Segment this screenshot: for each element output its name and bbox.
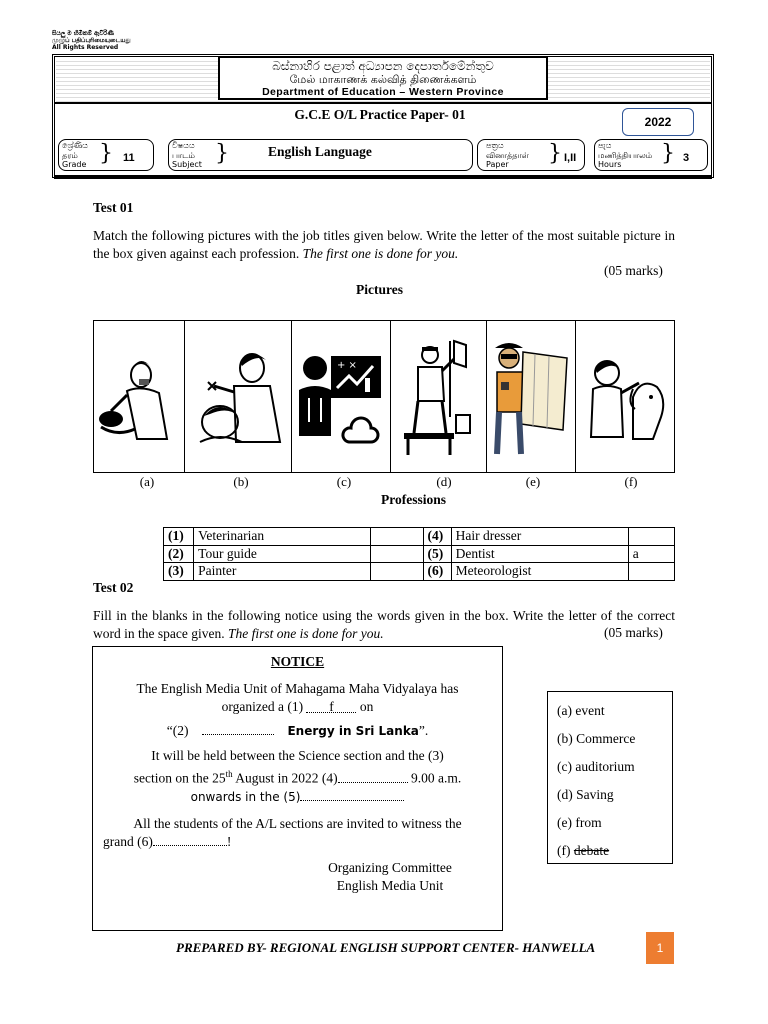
notice-line-7: All the students of the A/L sections are invited to witness the	[133, 815, 462, 831]
table-row	[164, 545, 675, 563]
test1-instruction	[93, 227, 675, 263]
test2-instruction	[93, 607, 675, 643]
department-english: Department of Education – Western Province	[262, 86, 504, 98]
word-option-used	[557, 837, 672, 865]
grade-label-si: ශ්‍රේණිය	[62, 141, 88, 150]
blank-5[interactable]	[300, 789, 404, 801]
word-option: (d) Saving	[557, 787, 614, 802]
subject-field	[168, 139, 473, 171]
notice-text: grand (6)	[103, 833, 153, 849]
rights-english: All Rights Reserved	[52, 44, 119, 51]
notice-text: ”.	[418, 723, 429, 738]
subject-value: English Language	[268, 144, 372, 159]
picture-dentist	[94, 321, 185, 472]
paper-label-si: පත්‍රය	[486, 141, 504, 150]
picture-label-c: (c)	[336, 474, 352, 489]
picture-label-f: (f)	[624, 474, 638, 489]
subject-label-en: Subject	[172, 160, 202, 169]
test1-instruction-text: Match the following pictures with the job titles given below. Write the letter of the most suitable picture in the box given against each profession.	[93, 228, 675, 261]
notice-line-8	[93, 833, 502, 851]
subject-label-si: විෂයය	[172, 141, 195, 150]
profession-name: Painter	[194, 563, 371, 581]
profession-number: (1)	[164, 528, 194, 546]
notice-text: August in 2022 (4)	[232, 770, 338, 786]
professions-heading: Professions	[381, 492, 447, 507]
word-option-prefix: (f)	[557, 843, 574, 858]
notice-text: onwards in the (5)	[190, 789, 301, 804]
test2-instruction-text: Fill in the blanks in the following notice using the words given in the box. Write the letter of the correct word in the space given.	[93, 608, 675, 641]
blank-6[interactable]	[153, 834, 227, 846]
hair-dresser-icon	[190, 342, 286, 452]
header-bottom-rule	[54, 176, 712, 179]
profession-number: (2)	[164, 545, 194, 563]
picture-hair-dresser	[185, 321, 292, 472]
table-row	[164, 563, 675, 581]
paper-label-ta: வினாத்தாள்	[486, 150, 529, 160]
notice-line-4: It will be held between the Science section and the (3)	[151, 748, 444, 763]
profession-name: Dentist	[451, 545, 628, 563]
brace-icon: }	[99, 141, 113, 166]
word-option: (c) auditorium	[557, 759, 635, 774]
time-label-en: Hours	[598, 160, 622, 169]
veterinarian-icon	[581, 347, 669, 447]
notice-text: organized a (1)	[221, 699, 307, 714]
meteorologist-icon	[295, 342, 387, 452]
rights-sinhala: සියලු ම හිමිකම් ඇවිරිණි	[52, 30, 114, 37]
event-title: Energy in Sri Lanka	[287, 724, 419, 738]
picture-painter	[391, 321, 487, 472]
grade-value: 11	[123, 152, 135, 164]
test2-heading: Test 02	[93, 580, 134, 595]
notice-text: 9.00 a.m.	[407, 770, 462, 786]
word-option: (a) event	[557, 703, 605, 718]
subject-label-ta: பாடம்	[172, 150, 195, 160]
test2-marks: (05 marks)	[604, 625, 663, 640]
test1-heading: Test 01	[93, 200, 134, 215]
department-tamil: மேல் மாகாணக் கல்வித் திணைக்களம்	[289, 73, 477, 86]
profession-number: (3)	[164, 563, 194, 581]
paper-label-en: Paper	[486, 160, 509, 169]
time-field	[594, 139, 708, 171]
blank-4[interactable]	[338, 771, 408, 783]
pictures-heading: Pictures	[356, 282, 403, 297]
notice-text: “(2)	[166, 723, 192, 738]
word-box	[547, 691, 673, 864]
profession-number: (5)	[423, 545, 451, 563]
word-option: (e) from	[557, 815, 602, 830]
professions-table	[163, 527, 675, 581]
department-banner	[218, 56, 548, 100]
picture-label-a: (a)	[139, 474, 155, 489]
paper-value: I,II	[564, 152, 577, 164]
answer-box[interactable]	[628, 563, 674, 581]
year-badge: 2022	[622, 108, 694, 136]
picture-veterinarian	[576, 321, 674, 472]
paper-title: G.C.E O/L Practice Paper- 01	[294, 107, 466, 122]
time-label-ta: மணித்தியாலம்	[598, 150, 653, 160]
grade-field	[58, 139, 154, 171]
notice-title: NOTICE	[270, 654, 325, 669]
profession-number: (4)	[423, 528, 451, 546]
footer-credit: PREPARED BY- REGIONAL ENGLISH SUPPORT CENTER- HANWELLA	[176, 940, 596, 955]
brace-icon: }	[548, 141, 562, 166]
notice-line-2	[93, 698, 502, 716]
notice-sign-2: English Media Unit	[336, 877, 444, 893]
notice-line-3	[93, 722, 502, 740]
word-option-struck: debate	[573, 843, 610, 858]
table-row	[164, 528, 675, 546]
pictures-table	[93, 320, 675, 473]
paper-field	[477, 139, 585, 171]
brace-icon: }	[661, 141, 675, 166]
brace-icon: }	[215, 141, 229, 166]
notice-box	[92, 646, 503, 931]
word-option: (b) Commerce	[557, 731, 636, 746]
header-divider	[54, 102, 712, 104]
page-number: 1	[646, 932, 674, 964]
dentist-icon	[97, 349, 181, 445]
answer-box[interactable]	[371, 528, 423, 546]
picture-meteorologist	[292, 321, 391, 472]
notice-text: section on the 25	[133, 770, 226, 786]
blank-1[interactable]: f	[306, 701, 356, 713]
painter-icon	[394, 337, 484, 457]
notice-text: !	[226, 833, 232, 849]
svg-text:+ ×: + ×	[337, 359, 357, 371]
picture-tour-guide	[487, 321, 576, 472]
notice-sign-1: Organizing Committee	[328, 859, 452, 875]
answer-box[interactable]	[371, 563, 423, 581]
notice-line-1: The English Media Unit of Mahagama Maha Vidyalaya has	[136, 681, 459, 696]
picture-label-d: (d)	[436, 474, 452, 489]
department-sinhala: බස්නාහිර පළාත් අධ්‍යාපන දෙපාර්තමේන්තුව	[272, 59, 494, 73]
tour-guide-icon	[489, 332, 573, 462]
notice-text: on	[356, 699, 374, 714]
notice-line-6	[93, 788, 502, 806]
notice-line-5	[93, 765, 502, 788]
rights-notice	[52, 30, 131, 51]
profession-name: Veterinarian	[194, 528, 371, 546]
blank-2[interactable]	[202, 723, 274, 735]
answer-box[interactable]	[628, 528, 674, 546]
profession-name: Meteorologist	[451, 563, 628, 581]
answer-box[interactable]: a	[628, 545, 674, 563]
answer-box[interactable]	[371, 545, 423, 563]
picture-label-b: (b)	[233, 474, 249, 489]
profession-name: Tour guide	[194, 545, 371, 563]
notice-text: th	[225, 769, 233, 779]
grade-label-ta: தரம்	[62, 150, 78, 160]
time-value: 3	[683, 152, 690, 164]
test1-instruction-italic: The first one is done for you.	[302, 246, 459, 261]
profession-name: Hair dresser	[451, 528, 628, 546]
grade-label-en: Grade	[62, 160, 87, 169]
rights-tamil: முழுப் பதிப்புரிமையுடையது	[52, 37, 131, 44]
profession-number: (6)	[423, 563, 451, 581]
test2-instruction-italic: The first one is done for you.	[227, 626, 384, 641]
picture-label-e: (e)	[525, 474, 541, 489]
time-label-si: පැය	[598, 141, 612, 150]
test1-marks: (05 marks)	[604, 263, 663, 278]
